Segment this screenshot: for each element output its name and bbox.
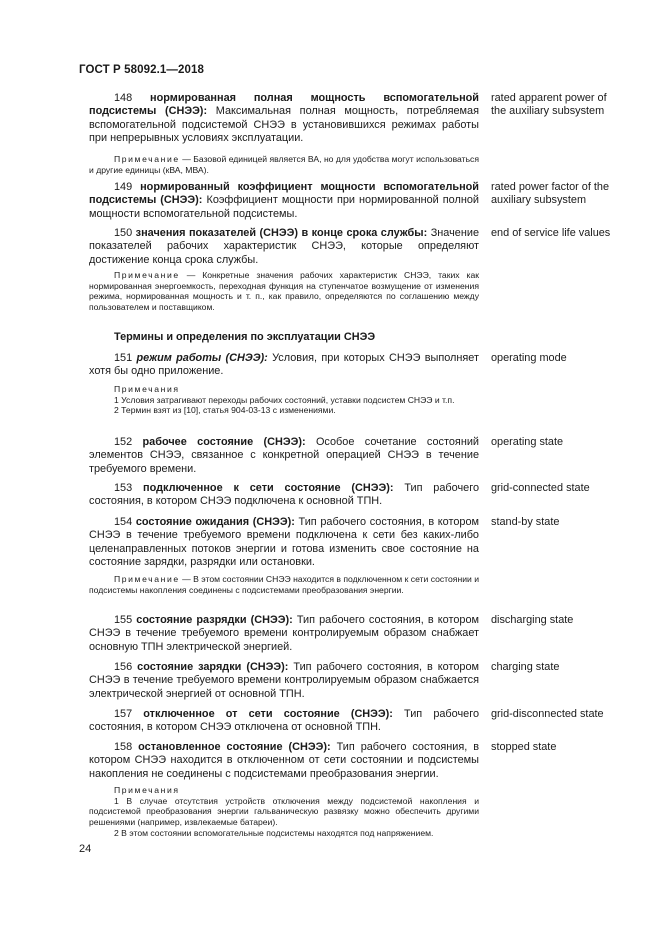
english-term-157: grid-disconnected state — [491, 708, 604, 720]
term: нормированный коэффициент мощности вспомогательной подсистемы (СНЭЭ): — [89, 181, 479, 207]
term: нормированная полная мощность вспомогательной подсистемы (СНЭЭ): — [89, 92, 479, 118]
definition: Значение показателей рабочих характеристик СНЭЭ, которые определяют достижение конца срока службы. — [89, 227, 480, 266]
entry-151: 151 режим работы (СНЭЭ): Условия, при которых СНЭЭ выполняет хотя бы одно приложение. — [89, 352, 479, 378]
english-term-149: rated power factor of the auxiliary subsystem — [491, 181, 610, 207]
notes-158: Примечания 1 В случае отсутствия устройств отключения между подсистемой накопления и подсистемой преобразования энергии гальваническую развязку можно обеспечить другими решениями (например, извлекаемые батареи). 2 В этом состоянии вспомогательные подсистемы находятся под напряжением. — [89, 785, 479, 838]
section-heading: Термины и определения по эксплуатации СНЭЭ — [114, 331, 376, 343]
definition: Особое сочетание состояний элементов СНЭЭ, связанное с конкретной операцией СНЭЭ в течение требуемого времени. — [89, 436, 479, 475]
definition: Максимальная полная мощность, потребляемая вспомогательной подсистемой СНЭЭ в установившихся режимах работы при непрерывных условиях эксплуатации. — [89, 105, 480, 145]
entry-149: 149 нормированный коэффициент мощности вспомогательной подсистемы (СНЭЭ): Коэффициент мощности при нормированной полной мощности вспомогательной подсистемы. — [89, 181, 480, 220]
note-154: Примечание — В этом состоянии СНЭЭ находится в подключенном к сети состоянии и подсистемы накопления соединены с подсистемами преобразования энергии. — [89, 574, 479, 595]
entry-148: 148 нормированная полная мощность вспомогательной подсистемы (СНЭЭ): Максимальная полная мощность, потребляемая вспомогательной подсистемой СНЭЭ в установившихся режимах работы при непрерывных условиях эксплуатации. — [89, 92, 480, 145]
document-header: ГОСТ Р 58092.1—2018 — [79, 64, 204, 76]
term: подключенное к сети состояние (СНЭЭ): — [143, 482, 394, 494]
term: режим работы (СНЭЭ): — [136, 352, 268, 364]
definition: Тип рабочего состояния, в котором СНЭЭ отключена от основной ТПН. — [89, 708, 480, 734]
definition: Тип рабочего состояния, в котором СНЭЭ в течение требуемого времени контролируемым образом снабжается электрической энергией от основной ТПН. — [89, 661, 479, 700]
entry-153: 153 подключенное к сети состояние (СНЭЭ): Тип рабочего состояния, в котором СНЭЭ подключена к основной ТПН. — [89, 482, 479, 508]
term: значения показателей (СНЭЭ) в конце срока службы: — [135, 227, 428, 239]
entry-156: 156 состояние зарядки (СНЭЭ): Тип рабочего состояния, в котором СНЭЭ в течение требуемого времени контролируемым образом снабжается электрической энергией от основной ТПН. — [89, 661, 479, 700]
term: состояние разрядки (СНЭЭ): — [136, 614, 293, 626]
notes-151: Примечания 1 Условия затрагивают переходы рабочих состояний, уставки подсистем СНЭЭ и т.п. 2 Термин взят из [10], статья 904-03-13 с изменениями. — [114, 384, 455, 416]
entry-152: 152 рабочее состояние (СНЭЭ): Особое сочетание состояний элементов СНЭЭ, связанное с конкретной операцией СНЭЭ в течение требуемого времени. — [89, 436, 479, 475]
term: состояние зарядки (СНЭЭ): — [137, 661, 289, 673]
entry-158: 158 остановленное состояние (СНЭЭ): Тип рабочего состояния, в котором СНЭЭ находится в отключенном от сети состоянии и подсистемы накопления не соединены с подсистемами преобразования энергии. — [89, 741, 479, 780]
english-term-154: stand-by state — [491, 516, 560, 528]
english-term-150: end of service life values — [491, 227, 611, 239]
entry-157: 157 отключенное от сети состояние (СНЭЭ): Тип рабочего состояния, в котором СНЭЭ отключена от основной ТПН. — [89, 708, 480, 734]
term: остановленное состояние (СНЭЭ): — [138, 741, 331, 753]
definition: Тип рабочего состояния, в котором СНЭЭ в течение требуемого времени подключена к сети без каких-либо целенаправленных потоков энергии и готова изменить свое состояние на состояние зарядки, разрядки или остановки. — [89, 516, 480, 569]
term: рабочее состояние (СНЭЭ): — [142, 436, 306, 448]
entry-154: 154 состояние ожидания (СНЭЭ): Тип рабочего состояния, в котором СНЭЭ в течение требуемого времени подключена к сети без каких-либо целенаправленных потоков энергии и готова изменить свое состояние на состояние зарядки, разрядки или остановки. — [89, 516, 480, 569]
term: состояние ожидания (СНЭЭ): — [135, 516, 295, 528]
english-term-148: rated apparent power of the auxiliary subsystem — [491, 92, 607, 118]
page-number: 24 — [79, 843, 92, 855]
definition: Коэффициент мощности при нормированной полной мощности вспомогательной подсистемы. — [89, 194, 480, 220]
note-148: Примечание — Базовой единицей является ВА, но для удобства могут использоваться и другие единицы (кВА, МВА). — [89, 154, 479, 175]
definition: Тип рабочего состояния, в котором СНЭЭ подключена к основной ТПН. — [89, 482, 479, 508]
english-term-158: stopped state — [491, 741, 557, 753]
definition: Тип рабочего состояния, в котором СНЭЭ в течение требуемого времени контролируемым образом снабжает основную ТПН электрической энергией. — [89, 614, 480, 653]
english-term-151: operating mode — [491, 352, 567, 364]
definition: Тип рабочего состояния, в котором СНЭЭ находится в отключенном от сети состоянии и подсистемы накопления не соединены с подсистемами преобразования энергии. — [89, 741, 479, 780]
definition: Условия, при которых СНЭЭ выполняет хотя бы одно приложение. — [89, 352, 479, 378]
note-150: Примечание — Конкретные значения рабочих характеристик СНЭЭ, таких как нормированная энергоемкость, переходная функция на ступенчатое возмущение от изменения режима, нормированная мощность и т. п., как правило, определяются по соглашению между пользователем и поставщиком. — [89, 270, 479, 313]
entry-150: 150 значения показателей (СНЭЭ) в конце срока службы: Значение показателей рабочих характеристик СНЭЭ, которые определяют достижение конца срока службы. — [89, 227, 480, 266]
english-term-156: charging state — [491, 661, 560, 673]
english-term-152: operating state — [491, 436, 564, 448]
term: отключенное от сети состояние (СНЭЭ): — [143, 708, 393, 720]
english-term-153: grid-connected state — [491, 482, 590, 494]
entry-155: 155 состояние разрядки (СНЭЭ): Тип рабочего состояния, в котором СНЭЭ в течение требуемого времени контролируемым образом снабжает основную ТПН электрической энергией. — [89, 614, 480, 653]
english-term-155: discharging state — [491, 614, 574, 626]
